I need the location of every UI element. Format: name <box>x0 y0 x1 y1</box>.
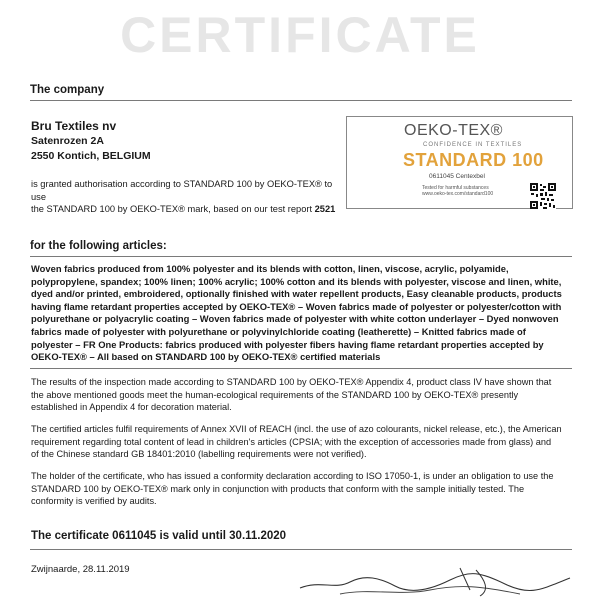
certificate-number: 0611045 Centexbel <box>429 173 485 180</box>
paragraph-line: STANDARD 100 by OEKO-TEX® mark only in conjunction with products that conform with the sample initially tested. The <box>31 483 525 494</box>
company-street: Satenrozen 2A <box>31 135 104 147</box>
articles-line: polypropylene, spandex; 100% linen; 100% acrylic; 100% cotton and its blends with polyester, viscose and linen, white, <box>31 275 562 287</box>
grant-line-2 <box>31 203 341 216</box>
paragraph-line: conformity is verified by audits. <box>31 496 157 506</box>
articles-heading: for the following articles: <box>30 240 167 252</box>
tested-text <box>422 185 493 197</box>
oeko-tex-tagline: CONFIDENCE IN TEXTILES <box>423 142 523 148</box>
company-name: Bru Textiles nv <box>31 119 117 133</box>
paragraph-line: requirement regarding total content of lead in children's articles (CPSIA; with the exception of accessories made from glass) and <box>31 436 552 447</box>
company-heading: The company <box>30 84 105 96</box>
oeko-tex-brand: OEKO-TEX® <box>404 122 503 139</box>
articles-line: polyester – FR One Products: fabrics produced with polyester fibers having flame retardant properties accepted by <box>31 338 544 350</box>
report-number: 2521 <box>314 204 336 214</box>
paragraph-line: the above mentioned goods meet the human-ecological requirements of the STANDARD 100 by OEKO-TEX® presently <box>31 389 519 400</box>
tested-line-1: Tested for harmful substances <box>422 185 489 191</box>
articles-description <box>31 263 573 364</box>
certificate-title: CERTIFICATE <box>120 7 480 63</box>
oeko-tex-label <box>346 116 573 209</box>
divider <box>30 549 572 550</box>
company-block <box>31 119 151 164</box>
signature-icon <box>280 560 580 600</box>
divider <box>30 256 572 257</box>
paragraph-line: established in Appendix 4 for decoration material. <box>31 402 232 412</box>
standard-100-label: STANDARD 100 <box>403 150 544 170</box>
inspection-paragraph <box>31 376 573 414</box>
grant-line-2-text: the STANDARD 100 by OEKO-TEX® mark, based on our test report <box>31 204 313 214</box>
grant-text <box>31 178 341 216</box>
articles-line: dyed and/or printed, embroidered, optionally finished with water repellent products, Easy cleanable products, products <box>31 288 562 300</box>
articles-line: fabrics made of polyester with polyurethane or polyvinylchloride coating (leatherette) – Knitted fabrics made of <box>31 325 526 337</box>
grant-line-1: is granted authorisation according to STANDARD 100 by OEKO-TEX® to use <box>31 179 333 202</box>
paragraph-line: The certified articles fulfil requirements of Annex XVII of REACH (incl. the use of azo colourants, nickel release, etc.), the American <box>31 424 562 434</box>
divider <box>30 368 572 369</box>
validity-statement: The certificate 0611045 is valid until 30.11.2020 <box>31 530 287 542</box>
place-date: Zwijnaarde, 28.11.2019 <box>31 564 130 575</box>
paragraph-line: The holder of the certificate, who has issued a conformity declaration according to ISO 17050-1, is under an obligation to use the <box>31 471 554 481</box>
divider <box>30 100 572 101</box>
reach-paragraph <box>31 423 573 461</box>
articles-line: having flame retardant properties accepted by OEKO-TEX® – Woven fabrics made of polyester or polyester/cotton with <box>31 300 562 312</box>
articles-line: Woven fabrics produced from 100% polyester and its blends with cotton, linen, viscose, acrylic, polyamide, <box>31 263 509 274</box>
paragraph-line: of the Chinese standard GB 18401:2010 (labelling requirements were not verified). <box>31 449 367 459</box>
paragraph-line: The results of the inspection made according to STANDARD 100 by OEKO-TEX® Appendix 4, product class IV have shown that <box>31 377 552 387</box>
company-city: 2550 Kontich, BELGIUM <box>31 150 151 162</box>
qr-code-icon <box>530 183 556 209</box>
tested-line-2: www.oeko-tex.com/standard100 <box>422 191 494 197</box>
articles-line: polyurethane or polyacrylic coating – Woven fabrics made of polyester with white cotton underlayer – Dyed nonwoven <box>31 313 559 325</box>
holder-paragraph <box>31 470 573 508</box>
articles-line: OEKO-TEX® – All based on STANDARD 100 by OEKO-TEX® certified materials <box>31 351 381 363</box>
